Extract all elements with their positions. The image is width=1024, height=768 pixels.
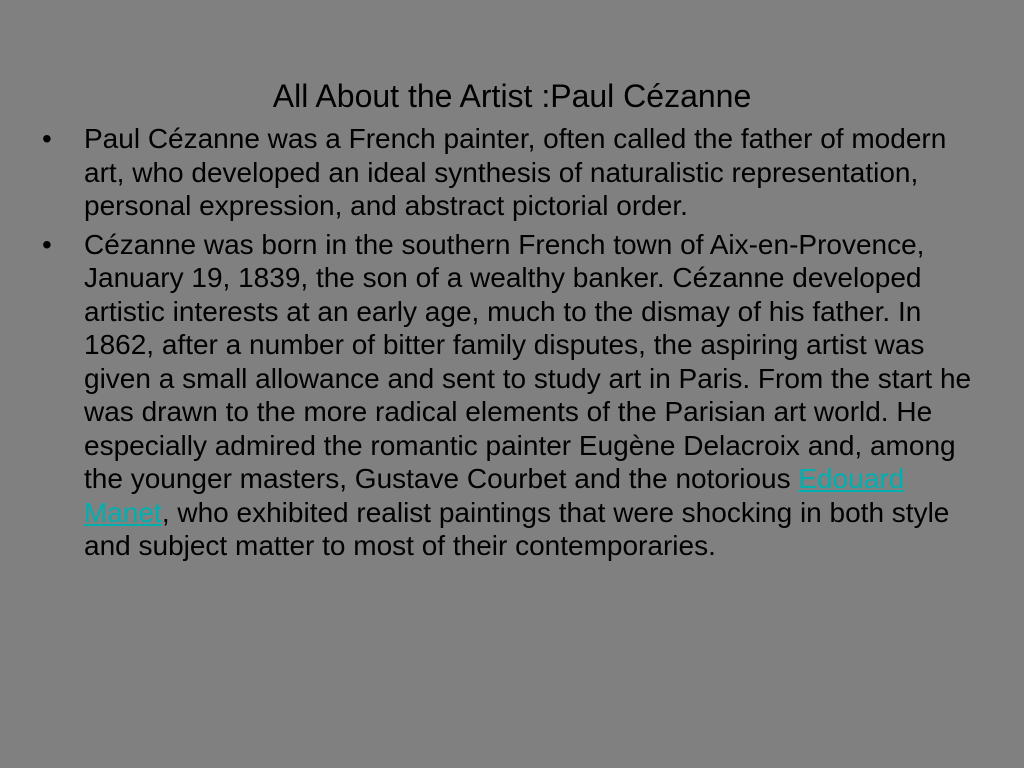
bullet-marker: • xyxy=(42,123,52,154)
bullet-text xyxy=(84,229,971,562)
slide-title: All About the Artist :Paul Cézanne xyxy=(272,78,752,114)
bullet-text-after-link: , who exhibited realist paintings that were shocking in both style and subject matter to most of their contemporaries. xyxy=(84,496,950,561)
edouard-manet-link[interactable]: Edouard Manet xyxy=(84,463,905,528)
bullet-item xyxy=(42,228,972,563)
bullet-text: Paul Cézanne was a French painter, often called the father of modern art, who developed an ideal synthesis of naturalistic representation, personal expression, and abstract pictorial order. xyxy=(84,123,947,221)
bullet-item xyxy=(42,122,972,223)
bullet-list xyxy=(42,122,972,568)
bullet-text-before-link: Cézanne was born in the southern French town of Aix-en-Provence, January 19, 1839, the son of a wealthy banker. Cézanne developed artistic interests at an early age, much to the dismay of his father. In 1862, after a number of bitter family disputes, the aspiring artist was given a small allowance and sent to study art in Paris. From the start he was drawn to the more radical elements of the Parisian art world. He especially admired the romantic painter Eugène Delacroix and, among the younger masters, Gustave Courbet and the notorious xyxy=(84,228,972,494)
bullet-marker: • xyxy=(42,228,52,260)
